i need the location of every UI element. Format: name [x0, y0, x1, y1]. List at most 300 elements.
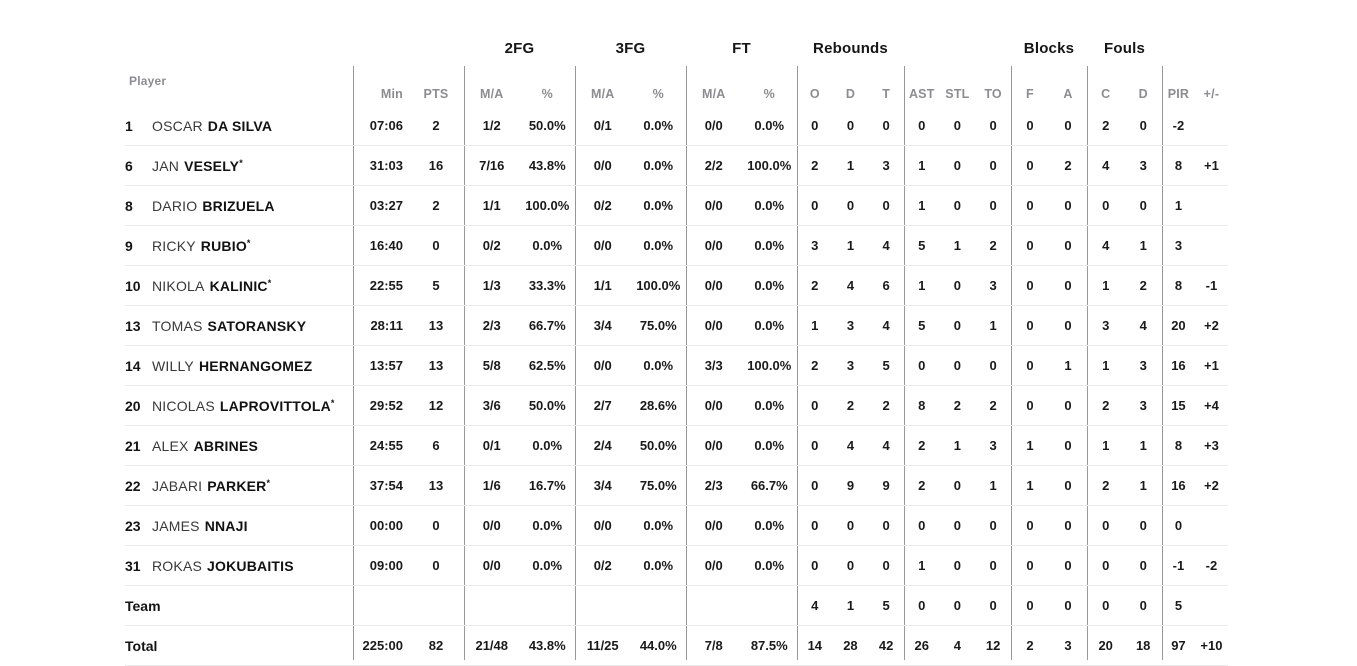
- cell-reb-o: 0: [811, 398, 819, 413]
- cell-reb-o: 0: [811, 558, 819, 573]
- cell-2fg-ma: 0/2: [482, 238, 501, 253]
- player-cell: [125, 198, 353, 214]
- cell-foul-d: 0: [1139, 598, 1147, 613]
- player-number: 13: [125, 317, 141, 334]
- cell-ft-ma: 7/8: [704, 638, 723, 653]
- player-first-name: RICKY: [152, 237, 196, 254]
- cell-3fg-ma: 0/0: [593, 358, 612, 373]
- cell-reb-t: 0: [882, 118, 890, 133]
- column-header-ft-pct: %: [763, 87, 775, 101]
- column-header-2fg-ma: M/A: [479, 87, 504, 101]
- cell-reb-o: 0: [811, 198, 819, 213]
- cell-ft-ma: 3/3: [704, 358, 723, 373]
- cell-ft-pct: 0.0%: [754, 318, 785, 333]
- cell-stl: 0: [953, 558, 962, 573]
- cell-reb-d: 2: [846, 398, 855, 413]
- cell-3fg-pct: 28.6%: [639, 398, 677, 413]
- cell-foul-d: 0: [1139, 198, 1147, 213]
- cell-pts: 13: [428, 478, 444, 493]
- cell-3fg-ma: 1/1: [593, 278, 612, 293]
- cell-reb-t: 4: [882, 318, 890, 333]
- cell-foul-d: 3: [1139, 358, 1147, 373]
- cell-foul-d: 3: [1139, 398, 1147, 413]
- player-first-name: OSCAR: [152, 117, 203, 134]
- player-number: 31: [125, 557, 141, 574]
- column-header-foul-d: D: [1138, 87, 1148, 101]
- cell-min: 09:00: [369, 558, 403, 573]
- cell-reb-d: 28: [843, 638, 858, 653]
- cell-to: 0: [989, 598, 997, 613]
- cell-ast: 1: [918, 278, 926, 293]
- cell-min: 37:54: [369, 478, 403, 493]
- column-header-foul-c: C: [1101, 87, 1111, 101]
- table-row: [125, 306, 1228, 346]
- cell-foul-c: 4: [1102, 238, 1110, 253]
- starter-mark: *: [267, 277, 272, 288]
- cell-foul-d: 4: [1139, 318, 1147, 333]
- player-last-name: RUBIO*: [200, 237, 251, 254]
- player-number: 22: [125, 477, 141, 494]
- cell-plus-minus: -2: [1205, 558, 1218, 573]
- cell-ft-ma: 0/0: [704, 518, 723, 533]
- player-last-name: PARKER*: [207, 477, 271, 494]
- cell-foul-c: 1: [1102, 358, 1110, 373]
- cell-foul-d: 1: [1139, 438, 1147, 453]
- cell-blk-a: 0: [1064, 318, 1072, 333]
- cell-ft-pct: 0.0%: [754, 518, 785, 533]
- cell-reb-o: 0: [811, 118, 819, 133]
- column-header-ft-ma: M/A: [701, 87, 726, 101]
- cell-stl: 0: [953, 278, 962, 293]
- cell-3fg-pct: 0.0%: [643, 158, 674, 173]
- cell-reb-d: 3: [846, 358, 855, 373]
- column-header-pts: PTS: [423, 87, 449, 101]
- cell-3fg-pct: 100.0%: [636, 278, 681, 293]
- player-number: 6: [125, 157, 133, 174]
- cell-plus-minus: +1: [1204, 158, 1219, 173]
- player-number: 14: [125, 357, 141, 374]
- cell-to: 3: [989, 278, 997, 293]
- cell-stl: 0: [953, 478, 962, 493]
- cell-plus-minus: +4: [1204, 398, 1219, 413]
- cell-pir: 8: [1174, 278, 1183, 293]
- cell-ast: 8: [918, 398, 926, 413]
- cell-reb-o: 2: [811, 158, 819, 173]
- cell-ft-ma: 0/0: [704, 238, 723, 253]
- starter-mark: *: [266, 477, 271, 488]
- player-last-name: HERNANGOMEZ: [198, 357, 313, 374]
- player-last-name: DA SILVA: [207, 117, 273, 134]
- cell-stl: 0: [953, 118, 962, 133]
- player-cell: [125, 438, 353, 454]
- cell-pir: -1: [1172, 558, 1185, 573]
- cell-to: 12: [985, 638, 1001, 653]
- cell-reb-d: 1: [846, 238, 855, 253]
- column-header-3fg-ma: M/A: [590, 87, 615, 101]
- cell-ft-pct: 0.0%: [754, 278, 785, 293]
- group-header-2fg: 2FG: [504, 40, 535, 57]
- player-cell: [125, 558, 353, 574]
- cell-2fg-ma: 2/3: [482, 318, 501, 333]
- table-row: [125, 426, 1228, 466]
- starter-mark: *: [246, 237, 251, 248]
- cell-to: 1: [989, 478, 997, 493]
- cell-ft-pct: 0.0%: [754, 438, 785, 453]
- cell-plus-minus: +2: [1204, 478, 1219, 493]
- cell-reb-d: 0: [846, 198, 855, 213]
- cell-reb-o: 2: [811, 358, 819, 373]
- cell-reb-t: 5: [882, 598, 890, 613]
- cell-reb-d: 0: [846, 118, 855, 133]
- cell-3fg-ma: 0/0: [593, 158, 612, 173]
- cell-reb-o: 0: [811, 438, 819, 453]
- cell-reb-t: 3: [882, 158, 890, 173]
- starter-mark: *: [330, 397, 335, 408]
- cell-3fg-pct: 0.0%: [643, 118, 674, 133]
- player-cell: [125, 318, 353, 334]
- cell-foul-c: 3: [1102, 318, 1110, 333]
- cell-foul-d: 1: [1139, 238, 1147, 253]
- player-first-name: JAN: [152, 157, 180, 174]
- cell-min: 16:40: [369, 238, 403, 253]
- cell-2fg-pct: 43.8%: [528, 638, 566, 653]
- row-label: Total: [125, 637, 158, 654]
- cell-2fg-pct: 66.7%: [528, 318, 566, 333]
- cell-blk-f: 0: [1026, 278, 1034, 293]
- table-row: [125, 546, 1228, 586]
- cell-pts: 12: [428, 398, 444, 413]
- cell-reb-o: 1: [811, 318, 819, 333]
- table-row: [125, 466, 1228, 506]
- table-row: [125, 106, 1228, 146]
- cell-2fg-ma: 7/16: [479, 158, 505, 173]
- cell-foul-c: 1: [1102, 438, 1110, 453]
- cell-3fg-ma: 0/0: [593, 238, 612, 253]
- player-first-name: TOMAS: [152, 317, 203, 334]
- cell-3fg-ma: 3/4: [593, 318, 612, 333]
- cell-reb-o: 4: [811, 598, 819, 613]
- cell-3fg-pct: 75.0%: [639, 478, 677, 493]
- cell-ft-pct: 100.0%: [747, 158, 792, 173]
- cell-min: 24:55: [369, 438, 403, 453]
- cell-to: 2: [989, 398, 997, 413]
- player-cell: [125, 278, 353, 294]
- cell-stl: 0: [953, 518, 962, 533]
- cell-stl: 0: [953, 358, 962, 373]
- cell-ft-pct: 0.0%: [754, 198, 785, 213]
- cell-reb-t: 0: [882, 198, 890, 213]
- cell-stl: 0: [953, 158, 962, 173]
- player-first-name: NICOLAS: [152, 397, 215, 414]
- cell-blk-f: 1: [1026, 478, 1034, 493]
- cell-blk-a: 0: [1064, 398, 1072, 413]
- cell-2fg-ma: 21/48: [475, 638, 509, 653]
- column-header-stl: STL: [945, 87, 970, 101]
- cell-ft-pct: 0.0%: [754, 118, 785, 133]
- cell-3fg-ma: 0/2: [593, 558, 612, 573]
- cell-stl: 1: [953, 238, 962, 253]
- column-header-pir: PIR: [1167, 87, 1190, 101]
- cell-ast: 2: [918, 438, 926, 453]
- cell-foul-c: 2: [1102, 398, 1110, 413]
- cell-2fg-ma: 0/0: [482, 558, 501, 573]
- cell-foul-c: 2: [1102, 478, 1110, 493]
- cell-2fg-pct: 100.0%: [525, 198, 570, 213]
- cell-2fg-pct: 0.0%: [532, 558, 563, 573]
- cell-3fg-pct: 0.0%: [643, 518, 674, 533]
- cell-to: 0: [989, 518, 997, 533]
- cell-blk-a: 0: [1064, 478, 1072, 493]
- cell-pts: 0: [432, 238, 440, 253]
- table-row: [125, 386, 1228, 426]
- cell-2fg-pct: 0.0%: [532, 438, 563, 453]
- cell-blk-a: 0: [1064, 198, 1072, 213]
- cell-to: 3: [989, 438, 997, 453]
- cell-ast: 1: [918, 198, 926, 213]
- cell-foul-c: 0: [1102, 518, 1110, 533]
- cell-reb-t: 5: [882, 358, 890, 373]
- cell-ft-ma: 0/0: [704, 558, 723, 573]
- cell-ft-pct: 0.0%: [754, 398, 785, 413]
- cell-min: 07:06: [369, 118, 403, 133]
- cell-pts: 2: [432, 198, 440, 213]
- cell-3fg-pct: 0.0%: [643, 198, 674, 213]
- cell-foul-c: 2: [1102, 118, 1110, 133]
- player-cell: [125, 598, 353, 614]
- cell-2fg-pct: 0.0%: [532, 518, 563, 533]
- cell-blk-f: 0: [1026, 358, 1034, 373]
- cell-ft-ma: 0/0: [704, 278, 723, 293]
- cell-ft-pct: 66.7%: [750, 478, 788, 493]
- cell-foul-c: 0: [1102, 558, 1110, 573]
- cell-reb-o: 3: [811, 238, 819, 253]
- cell-3fg-ma: 0/1: [593, 118, 612, 133]
- cell-pts: 2: [432, 118, 440, 133]
- cell-blk-f: 0: [1026, 518, 1034, 533]
- cell-pts: 0: [432, 518, 440, 533]
- player-number: 1: [125, 117, 133, 134]
- cell-3fg-pct: 0.0%: [643, 238, 674, 253]
- cell-2fg-ma: 1/2: [482, 118, 501, 133]
- player-cell: [125, 398, 353, 414]
- player-cell: [125, 518, 353, 534]
- player-number: 23: [125, 517, 141, 534]
- cell-foul-c: 1: [1102, 278, 1110, 293]
- cell-blk-f: 2: [1026, 638, 1034, 653]
- cell-2fg-pct: 43.8%: [528, 158, 566, 173]
- cell-reb-d: 1: [846, 598, 855, 613]
- player-number: 20: [125, 397, 141, 414]
- cell-3fg-ma: 2/4: [593, 438, 612, 453]
- cell-blk-f: 0: [1026, 238, 1034, 253]
- player-first-name: ALEX: [152, 437, 189, 454]
- cell-2fg-pct: 50.0%: [528, 118, 566, 133]
- table-row: [125, 146, 1228, 186]
- cell-foul-d: 2: [1139, 278, 1147, 293]
- cell-ft-ma: 0/0: [704, 118, 723, 133]
- player-cell: [125, 118, 353, 134]
- cell-blk-a: 2: [1064, 158, 1072, 173]
- cell-plus-minus: +1: [1204, 358, 1219, 373]
- row-label: Team: [125, 597, 161, 614]
- group-header-3fg: 3FG: [615, 40, 646, 57]
- player-last-name: LAPROVITTOLA*: [219, 397, 335, 414]
- cell-pts: 0: [432, 558, 440, 573]
- cell-3fg-pct: 0.0%: [643, 558, 674, 573]
- cell-3fg-pct: 75.0%: [639, 318, 677, 333]
- cell-reb-t: 4: [882, 238, 890, 253]
- cell-ft-ma: 0/0: [704, 318, 723, 333]
- cell-to: 0: [989, 558, 997, 573]
- player-number: 8: [125, 197, 133, 214]
- cell-blk-f: 0: [1026, 198, 1034, 213]
- player-last-name: SATORANSKY: [207, 317, 307, 334]
- cell-min: 29:52: [369, 398, 403, 413]
- cell-pir: 3: [1174, 238, 1183, 253]
- cell-reb-d: 1: [846, 158, 855, 173]
- cell-pir: -2: [1172, 118, 1185, 133]
- table-row: [125, 346, 1228, 386]
- player-cell: [125, 358, 353, 374]
- cell-blk-f: 0: [1026, 598, 1034, 613]
- column-header-ast: AST: [908, 87, 935, 101]
- column-header-reb-t: T: [882, 87, 891, 101]
- cell-blk-f: 0: [1026, 398, 1034, 413]
- cell-3fg-ma: 0/0: [593, 518, 612, 533]
- cell-pir: 20: [1171, 318, 1186, 333]
- cell-reb-o: 2: [811, 278, 819, 293]
- table-row: [125, 226, 1228, 266]
- cell-pts: 6: [432, 438, 440, 453]
- cell-reb-d: 4: [846, 438, 855, 453]
- cell-pts: 5: [432, 278, 440, 293]
- cell-ast: 1: [918, 158, 926, 173]
- cell-pir: 5: [1174, 598, 1183, 613]
- column-header-reb-o: O: [809, 87, 820, 101]
- cell-reb-t: 4: [882, 438, 890, 453]
- cell-foul-c: 0: [1102, 598, 1110, 613]
- player-last-name: NNAJI: [204, 517, 248, 534]
- cell-to: 2: [989, 238, 997, 253]
- cell-3fg-ma: 2/7: [593, 398, 612, 413]
- cell-2fg-ma: 0/0: [482, 518, 501, 533]
- cell-2fg-pct: 33.3%: [528, 278, 566, 293]
- cell-blk-a: 0: [1064, 118, 1072, 133]
- player-first-name: DARIO: [152, 197, 198, 214]
- cell-pir: 15: [1171, 398, 1186, 413]
- cell-blk-a: 1: [1064, 358, 1072, 373]
- cell-ft-ma: 0/0: [704, 438, 723, 453]
- cell-reb-o: 0: [811, 518, 819, 533]
- cell-reb-t: 2: [882, 398, 890, 413]
- column-header-row: [125, 66, 1228, 106]
- cell-reb-t: 0: [882, 518, 890, 533]
- cell-3fg-ma: 0/2: [593, 198, 612, 213]
- cell-pts: 13: [428, 358, 444, 373]
- cell-ft-pct: 100.0%: [747, 358, 792, 373]
- column-header-plus-minus: +/-: [1203, 87, 1220, 101]
- cell-2fg-ma: 5/8: [482, 358, 501, 373]
- column-header-block-a: A: [1063, 87, 1073, 101]
- cell-reb-d: 4: [846, 278, 855, 293]
- cell-min: 31:03: [369, 158, 403, 173]
- player-first-name: WILLY: [152, 357, 194, 374]
- cell-ast: 0: [918, 358, 926, 373]
- cell-stl: 0: [953, 198, 962, 213]
- cell-blk-f: 0: [1026, 558, 1034, 573]
- player-first-name: ROKAS: [152, 557, 203, 574]
- cell-foul-d: 1: [1139, 478, 1147, 493]
- cell-stl: 0: [953, 318, 962, 333]
- cell-foul-d: 3: [1139, 158, 1147, 173]
- cell-pir: 8: [1174, 158, 1183, 173]
- column-header-player: Player: [129, 74, 167, 88]
- cell-ast: 26: [914, 638, 929, 653]
- cell-ft-pct: 0.0%: [754, 558, 785, 573]
- cell-3fg-pct: 44.0%: [639, 638, 677, 653]
- stat-group-header-row: [125, 40, 1228, 66]
- cell-foul-d: 18: [1135, 638, 1151, 653]
- cell-min: 03:27: [369, 198, 403, 213]
- cell-foul-c: 0: [1102, 198, 1110, 213]
- cell-ft-ma: 2/2: [704, 158, 723, 173]
- cell-blk-a: 0: [1064, 518, 1072, 533]
- group-header-rebounds: Rebounds: [813, 40, 888, 57]
- cell-ast: 5: [918, 238, 926, 253]
- player-number: 10: [125, 277, 141, 294]
- cell-foul-d: 0: [1139, 118, 1147, 133]
- cell-reb-t: 9: [882, 478, 890, 493]
- cell-3fg-pct: 0.0%: [643, 358, 674, 373]
- cell-pts: 13: [428, 318, 444, 333]
- cell-reb-t: 6: [882, 278, 890, 293]
- cell-2fg-pct: 0.0%: [532, 238, 563, 253]
- cell-min: 28:11: [370, 318, 403, 333]
- cell-pir: 1: [1174, 198, 1183, 213]
- column-header-to: TO: [984, 87, 1002, 101]
- cell-2fg-ma: 1/1: [482, 198, 501, 213]
- cell-ft-pct: 87.5%: [750, 638, 788, 653]
- cell-reb-t: 42: [878, 638, 894, 653]
- cell-3fg-pct: 50.0%: [639, 438, 677, 453]
- cell-to: 0: [989, 158, 997, 173]
- cell-reb-o: 0: [811, 478, 819, 493]
- cell-ft-ma: 2/3: [704, 478, 723, 493]
- cell-reb-d: 0: [846, 558, 855, 573]
- column-header-block-f: F: [1026, 87, 1034, 101]
- player-last-name: JOKUBAITIS: [207, 557, 294, 574]
- cell-pir: 16: [1171, 358, 1186, 373]
- total-row: [125, 626, 1228, 666]
- cell-pir: 8: [1174, 438, 1183, 453]
- box-score-table: [125, 40, 1228, 660]
- cell-stl: 1: [953, 438, 962, 453]
- cell-plus-minus: +3: [1204, 438, 1219, 453]
- table-row: [125, 186, 1228, 226]
- column-header-2fg-pct: %: [541, 87, 553, 101]
- group-header-fouls: Fouls: [1104, 40, 1145, 57]
- cell-ft-ma: 0/0: [704, 198, 723, 213]
- cell-reb-d: 3: [846, 318, 855, 333]
- player-cell: [125, 158, 353, 174]
- cell-2fg-pct: 62.5%: [528, 358, 566, 373]
- player-number: 21: [125, 437, 141, 454]
- cell-blk-f: 1: [1026, 438, 1034, 453]
- player-first-name: NIKOLA: [152, 277, 205, 294]
- cell-pts: 16: [428, 158, 444, 173]
- cell-ast: 0: [918, 118, 926, 133]
- player-cell: [125, 478, 353, 494]
